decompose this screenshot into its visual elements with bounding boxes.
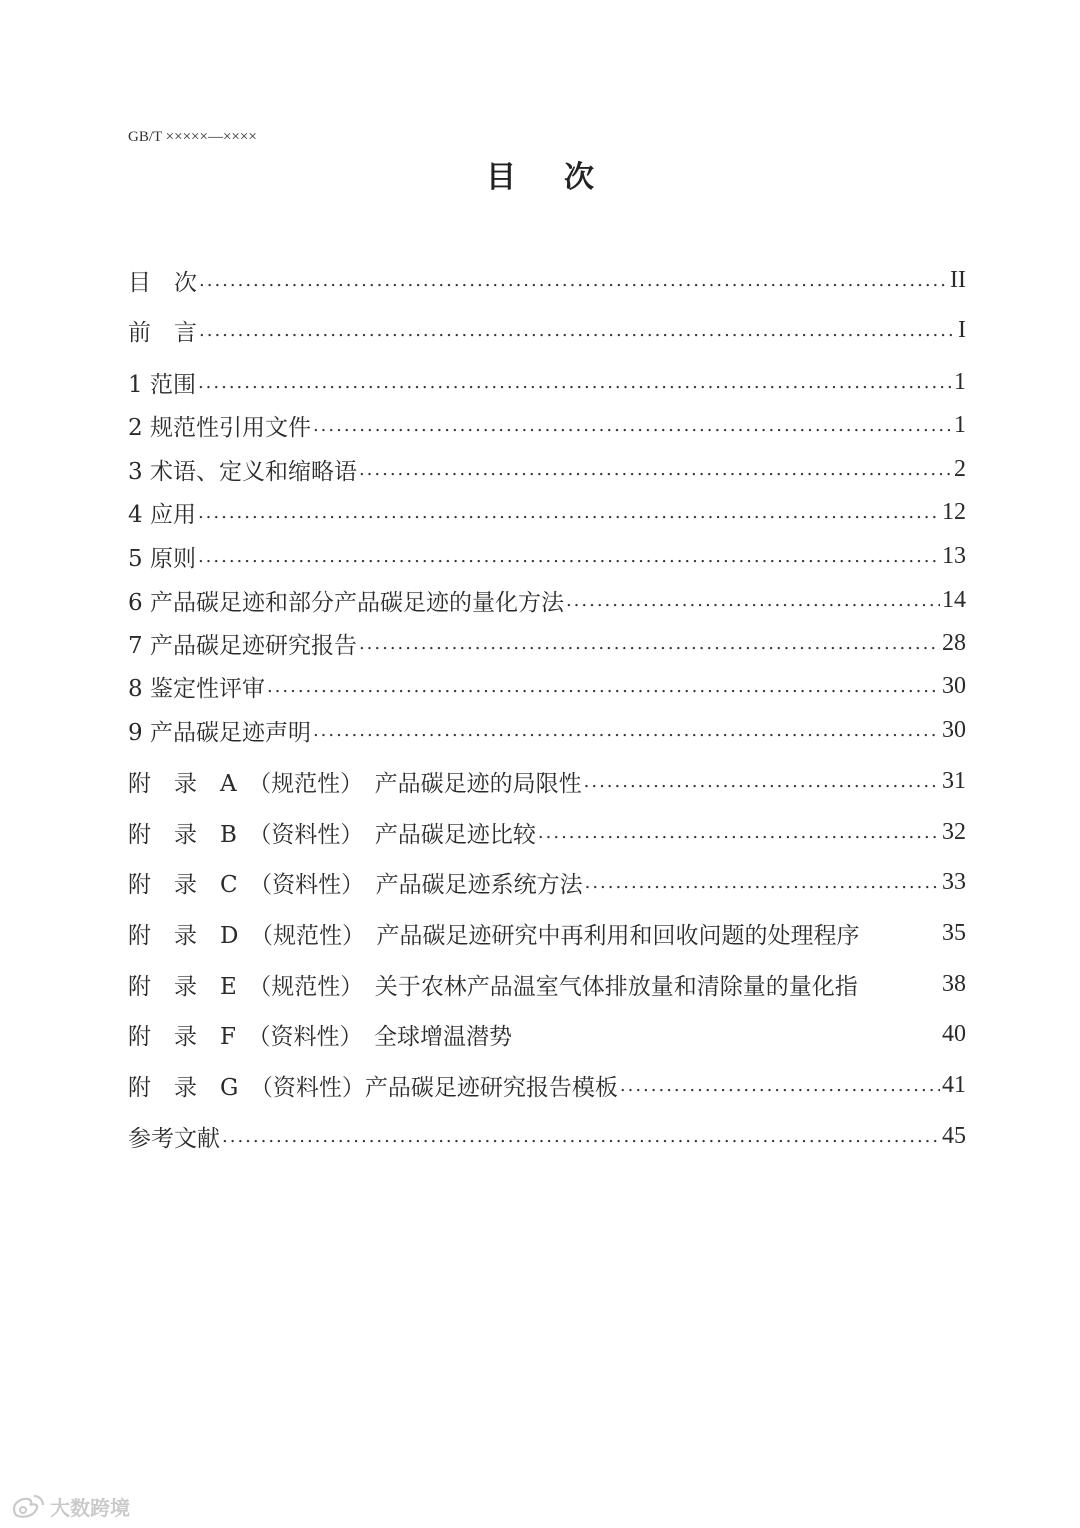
toc-entry-label: 参考文献 <box>128 1125 220 1152</box>
toc-entry[interactable] <box>128 310 966 350</box>
toc-entry-label: 8 鉴定性评审 <box>128 675 265 702</box>
toc-entry[interactable] <box>128 812 966 852</box>
toc-entry[interactable] <box>128 913 966 953</box>
toc-entry-label: 9 产品碳足迹声明 <box>128 719 311 746</box>
toc-page-number: 1 <box>954 368 966 395</box>
toc-leader-dots <box>198 502 940 523</box>
toc-entry[interactable] <box>128 362 966 402</box>
toc-page-number: II <box>950 266 966 293</box>
toc-entry-label: 1 范围 <box>128 371 196 398</box>
toc-entry-label: 3 术语、定义和缩略语 <box>128 458 357 485</box>
toc-leader-dots <box>313 720 940 741</box>
toc-page-number: 1 <box>954 411 966 438</box>
toc-entry[interactable] <box>128 862 966 902</box>
page-title: 目次 <box>486 160 642 195</box>
toc-leader-dots <box>538 822 940 843</box>
toc-entry-label: 附 录 E （规范性） 关于农林产品温室气体排放量和清除量的量化指 <box>128 973 858 1000</box>
toc-page-number: 31 <box>942 767 966 794</box>
toc-entry[interactable] <box>128 405 966 445</box>
toc-entry-label: 附 录 A （规范性） 产品碳足迹的局限性 <box>128 770 582 797</box>
toc-leader-dots <box>584 771 940 792</box>
toc-entry-label: 4 应用 <box>128 501 196 528</box>
toc-entry-label: 附 录 B （资料性） 产品碳足迹比较 <box>128 821 536 848</box>
toc-entry[interactable] <box>128 449 966 489</box>
toc-page-number: 30 <box>942 716 966 743</box>
toc-entry-label: 7 产品碳足迹研究报告 <box>128 632 357 659</box>
toc-entry[interactable] <box>128 580 966 620</box>
toc-leader-dots <box>359 459 952 480</box>
weibo-icon <box>10 1493 46 1521</box>
toc-entry-label: 前 言 <box>128 319 197 346</box>
toc-page-number: 28 <box>942 629 966 656</box>
toc-page-number: 38 <box>942 970 966 997</box>
document-code-header: GB/T ×××××—×××× <box>128 129 257 145</box>
toc-entry-label: 5 原则 <box>128 545 196 572</box>
toc-page-number: 13 <box>942 542 966 569</box>
toc-page-number: 40 <box>942 1020 966 1047</box>
toc-page-number: 33 <box>942 868 966 895</box>
toc-entry-label: 附 录 F （资料性） 全球增温潜势 <box>128 1023 512 1050</box>
toc-entry-label: 目 次 <box>128 269 197 296</box>
toc-page-number: 45 <box>942 1122 966 1149</box>
toc-leader-dots <box>199 320 956 341</box>
toc-page-number: 12 <box>942 498 966 525</box>
toc-leader-dots <box>199 270 948 291</box>
toc-page-number: 32 <box>942 818 966 845</box>
watermark-text: 大数跨境 <box>50 1496 130 1520</box>
toc-leader-dots <box>566 590 940 611</box>
toc-entry[interactable] <box>128 1116 966 1156</box>
toc-page-number: 14 <box>942 586 966 613</box>
toc-leader-dots <box>198 372 952 393</box>
toc-page-number: 2 <box>954 455 966 482</box>
toc-entry-label: 6 产品碳足迹和部分产品碳足迹的量化方法 <box>128 589 564 616</box>
toc-entry[interactable] <box>128 623 966 663</box>
toc-entry[interactable] <box>128 761 966 801</box>
toc-entry[interactable] <box>128 666 966 706</box>
toc-page-number: 41 <box>942 1071 966 1098</box>
toc-entry[interactable] <box>128 260 966 300</box>
toc-leader-dots <box>620 1075 940 1096</box>
toc-entry[interactable] <box>128 710 966 750</box>
toc-entry-label: 附 录 G （资料性）产品碳足迹研究报告模板 <box>128 1074 618 1101</box>
watermark <box>10 1492 130 1521</box>
toc-leader-dots <box>222 1126 940 1147</box>
toc-entry[interactable] <box>128 492 966 532</box>
toc-page-number: 30 <box>942 672 966 699</box>
toc-entry-label: 附 录 C （资料性） 产品碳足迹系统方法 <box>128 871 583 898</box>
toc-leader-dots <box>267 676 940 697</box>
toc-leader-dots <box>198 546 940 567</box>
toc-page-number: 35 <box>942 919 966 946</box>
toc-leader-dots <box>359 633 940 654</box>
toc-leader-dots <box>313 415 952 436</box>
toc-entry[interactable] <box>128 1065 966 1105</box>
toc-leader-dots <box>585 872 940 893</box>
toc-entry[interactable] <box>128 536 966 576</box>
toc-entry[interactable] <box>128 1014 966 1054</box>
toc-page-number: I <box>958 316 966 343</box>
toc-entry[interactable] <box>128 964 966 1004</box>
toc-entry-label: 附 录 D （规范性） 产品碳足迹研究中再利用和回收问题的处理程序 <box>128 922 860 949</box>
toc-entry-label: 2 规范性引用文件 <box>128 414 311 441</box>
